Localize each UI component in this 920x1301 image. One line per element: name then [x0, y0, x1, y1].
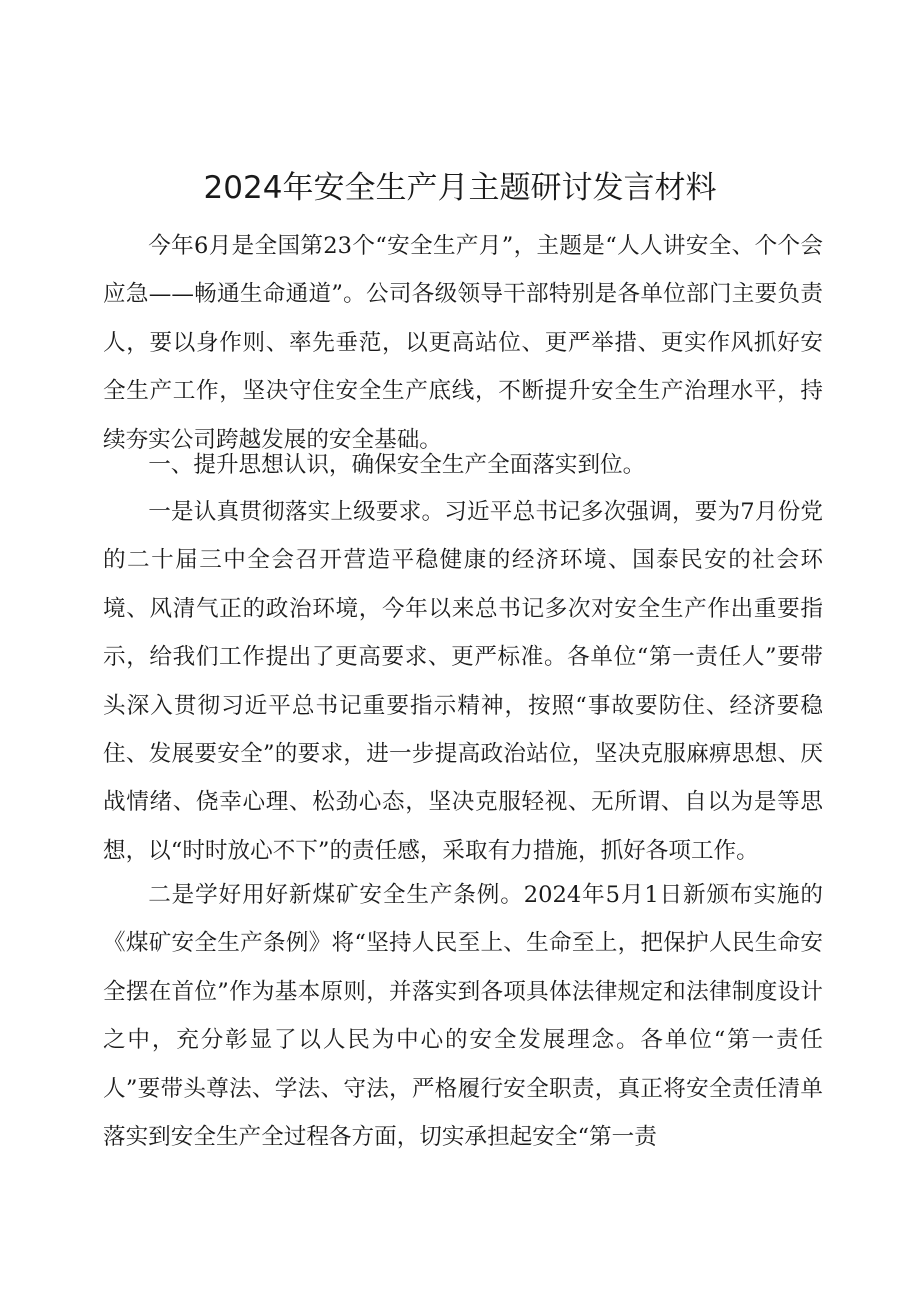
paragraph-point-1: 一是认真贯彻落实上级要求。习近平总书记多次强调，要为7月份党的二十届三中全会召开营造平稳健康的经济环境、国泰民安的社会环境、风清气正的政治环境，今年以来总书记多次对安全生产作出重要指示，给我们工作提出了更高要求、更严标准。各单位“第一责任人”要带头深入贯彻习近平总书记重要指示精神，按照“事故要防住、经济要稳住、发展要安全”的要求，进一步提高政治站位，坚决克服麻痹思想、厌战情绪、侥幸心理、松劲心态，坚决克服轻视、无所谓、自以为是等思想，以“时时放心不下”的责任感，采取有力措施，抓好各项工作。 — [103, 499, 823, 864]
section-heading-1: 一、提升思想认识，确保安全生产全面落实到位。 — [148, 452, 646, 478]
document-title: 2024年安全生产月主题研讨发言材料 — [203, 170, 717, 206]
intro-paragraph: 今年6月是全国第23个“安全生产月”，主题是“人人讲安全、个个会应急——畅通生命通道”。公司各级领导干部特别是各单位部门主要负责人，要以身作则、率先垂范，以更高站位、更严举措、更实作风抓好安全生产工作，坚决守住安全生产底线，不断提升安全生产治理水平，持续夯实公司跨越发展的安全基础。 — [103, 233, 823, 453]
paragraph-point-2: 二是学好用好新煤矿安全生产条例。2024年5月1日新颁布实施的《煤矿安全生产条例》将“坚持人民至上、生命至上，把保护人民生命安全摆在首位”作为基本原则，并落实到各项具体法律规定和法律制度设计之中，充分彰显了以人民为中心的安全发展理念。各单位“第一责任人”要带头尊法、学法、守法，严格履行安全职责，真正将安全责任清单落实到安全生产全过程各方面，切实承担起安全“第一责 — [103, 882, 823, 1151]
